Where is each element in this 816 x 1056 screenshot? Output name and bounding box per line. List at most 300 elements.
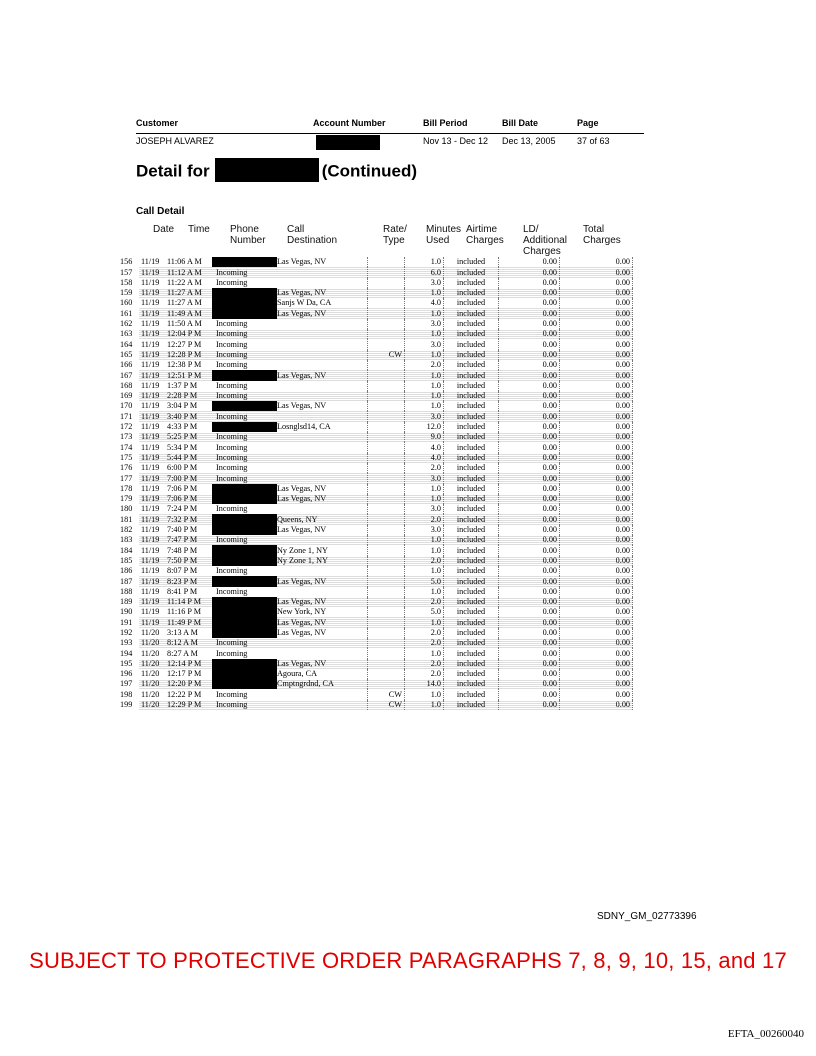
- ld-charges: 0.00: [499, 422, 560, 432]
- ld-charges: 0.00: [499, 350, 560, 360]
- airtime-charges: included: [444, 257, 499, 267]
- phone-number: [214, 401, 275, 411]
- call-time: 12:27 P M: [167, 339, 202, 349]
- table-row: [120, 587, 633, 597]
- row-number: 183: [120, 535, 133, 545]
- minutes-used: 3.0: [405, 473, 444, 483]
- airtime-charges: included: [444, 370, 499, 380]
- protective-order-notice: SUBJECT TO PROTECTIVE ORDER PARAGRAPHS 7, 8, 9, 10, 15, and 17: [29, 948, 787, 973]
- call-date: 11/19: [141, 277, 160, 287]
- row-number: 157: [120, 267, 133, 277]
- minutes-used: 3.0: [405, 278, 444, 288]
- call-date: 11/19: [139, 370, 165, 380]
- ld-charges: 0.00: [499, 278, 560, 288]
- call-time: 11:50 A M: [167, 319, 202, 329]
- minutes-used: 6.0: [405, 267, 444, 277]
- table-row: [120, 432, 633, 442]
- minutes-used: 1.0: [405, 700, 444, 710]
- airtime-charges: included: [444, 628, 499, 638]
- call-destination: Cmptngrdnd, CA: [275, 679, 368, 689]
- call-date: 11/20: [141, 627, 160, 637]
- ld-charges: 0.00: [499, 700, 560, 710]
- call-destination: [275, 329, 368, 339]
- phone-redaction: [212, 494, 277, 504]
- call-date: 11/20: [139, 659, 165, 669]
- row-number: 189: [120, 597, 133, 607]
- table-row: [120, 257, 633, 267]
- call-date: 11/19: [139, 617, 165, 627]
- phone-redaction: [212, 659, 277, 669]
- call-time: 7:06 P M: [167, 483, 198, 493]
- total-charges: 0.00: [560, 504, 633, 514]
- total-charges: 0.00: [560, 298, 633, 308]
- call-date: 11/19: [141, 607, 160, 617]
- ld-charges: 0.00: [499, 545, 560, 555]
- col-time: Time: [188, 224, 210, 235]
- phone-number: Incoming: [216, 504, 248, 514]
- row-number: 187: [120, 576, 133, 586]
- col-airtime: Airtime Charges: [466, 224, 504, 246]
- table-row: [120, 288, 633, 298]
- ld-charges: 0.00: [499, 453, 560, 463]
- total-charges: 0.00: [560, 370, 633, 380]
- call-destination: Las Vegas, NV: [275, 525, 368, 535]
- ld-charges: 0.00: [499, 514, 560, 524]
- call-time: 3:04 P M: [167, 401, 198, 411]
- col-ld: LD/ Additional Charges: [523, 224, 567, 257]
- phone-number: Incoming: [216, 566, 248, 576]
- minutes-used: 2.0: [405, 556, 444, 566]
- phone-number: Incoming: [216, 277, 248, 287]
- total-charges: 0.00: [560, 319, 633, 329]
- rate-type: [368, 556, 405, 566]
- call-destination: Las Vegas, NV: [275, 308, 368, 318]
- airtime-charges: included: [444, 587, 499, 597]
- rate-type: [368, 288, 405, 298]
- call-date: 11/19: [141, 380, 160, 390]
- rate-type: [368, 566, 405, 576]
- row-number: 198: [120, 689, 133, 699]
- minutes-used: 4.0: [405, 453, 444, 463]
- call-date: 11/19: [141, 442, 160, 452]
- rate-type: [368, 669, 405, 679]
- phone-number: Incoming: [214, 638, 275, 648]
- ld-charges: 0.00: [499, 617, 560, 627]
- row-number: 197: [120, 679, 133, 689]
- call-destination: New York, NY: [275, 607, 368, 617]
- phone-number: Incoming: [214, 473, 275, 483]
- call-date: 11/19: [141, 339, 160, 349]
- table-row: [120, 463, 633, 473]
- call-date: 11/19: [141, 483, 160, 493]
- call-destination: [275, 648, 368, 658]
- call-destination: [275, 442, 368, 452]
- phone-redaction: [212, 308, 277, 318]
- total-charges: 0.00: [560, 576, 633, 586]
- rate-type: [368, 628, 405, 638]
- phone-number: Incoming: [216, 339, 248, 349]
- call-time: 8:12 A M: [165, 638, 214, 648]
- row-number: 170: [120, 401, 133, 411]
- call-time: 12:51 P M: [165, 370, 214, 380]
- call-date: 11/19: [139, 267, 165, 277]
- call-date: 11/19: [139, 535, 165, 545]
- minutes-used: 5.0: [405, 607, 444, 617]
- airtime-charges: included: [444, 525, 499, 535]
- row-number: 175: [120, 452, 133, 462]
- call-date: 11/20: [139, 700, 165, 710]
- phone-number: Incoming: [214, 329, 275, 339]
- table-row: [120, 298, 633, 308]
- ld-charges: 0.00: [499, 401, 560, 411]
- total-charges: 0.00: [560, 556, 633, 566]
- table-row: [120, 566, 633, 576]
- row-number: 169: [120, 391, 133, 401]
- call-date: 11/19: [139, 391, 165, 401]
- phone-redaction: [212, 422, 277, 432]
- total-charges: 0.00: [560, 484, 633, 494]
- rate-type: [368, 659, 405, 669]
- section-title: Call Detail: [136, 206, 185, 217]
- call-destination: Las Vegas, NV: [275, 617, 368, 627]
- call-time: 5:34 P M: [167, 442, 198, 452]
- call-destination: [275, 360, 368, 370]
- call-date: 11/19: [141, 586, 160, 596]
- phone-number: Incoming: [216, 442, 248, 452]
- table-row: [120, 607, 633, 617]
- call-date: 11/19: [139, 453, 165, 463]
- row-number: 168: [120, 380, 133, 390]
- call-time: 11:14 P M: [165, 597, 214, 607]
- minutes-used: 1.0: [405, 494, 444, 504]
- rate-type: [368, 504, 405, 514]
- airtime-charges: included: [444, 308, 499, 318]
- row-number: 166: [120, 360, 133, 370]
- airtime-charges: included: [444, 648, 499, 658]
- minutes-used: 3.0: [405, 525, 444, 535]
- total-charges: 0.00: [560, 288, 633, 298]
- minutes-used: 2.0: [405, 638, 444, 648]
- minutes-used: 5.0: [405, 576, 444, 586]
- total-charges: 0.00: [560, 525, 633, 535]
- row-number: 159: [120, 288, 133, 298]
- phone-redaction: [212, 401, 277, 411]
- airtime-charges: included: [444, 494, 499, 504]
- total-charges: 0.00: [560, 442, 633, 452]
- total-charges: 0.00: [560, 473, 633, 483]
- minutes-used: 2.0: [405, 597, 444, 607]
- row-number: 172: [120, 422, 133, 432]
- call-destination: Las Vegas, NV: [275, 257, 368, 267]
- call-date: 11/19: [141, 525, 160, 535]
- table-row: [120, 360, 633, 370]
- row-number: 192: [120, 627, 133, 637]
- page-label: Page: [577, 118, 599, 128]
- call-destination: [275, 700, 368, 710]
- phone-number: Incoming: [216, 689, 248, 699]
- total-charges: 0.00: [560, 329, 633, 339]
- call-time: 7:32 P M: [165, 514, 214, 524]
- call-date: 11/20: [141, 689, 160, 699]
- row-number: 161: [120, 308, 133, 318]
- airtime-charges: included: [444, 391, 499, 401]
- ld-charges: 0.00: [499, 267, 560, 277]
- phone-redaction: [212, 607, 277, 617]
- row-number: 199: [120, 700, 133, 710]
- phone-number: [214, 679, 275, 689]
- call-time: 12:22 P M: [167, 689, 202, 699]
- call-destination: Las Vegas, NV: [275, 659, 368, 669]
- airtime-charges: included: [444, 484, 499, 494]
- table-row: [120, 453, 633, 463]
- rate-type: [368, 308, 405, 318]
- call-time: 7:24 P M: [167, 504, 198, 514]
- phone-redaction: [212, 514, 277, 524]
- total-charges: 0.00: [560, 463, 633, 473]
- rate-type: CW: [368, 689, 405, 699]
- rate-type: CW: [368, 350, 405, 360]
- ld-charges: 0.00: [499, 473, 560, 483]
- airtime-charges: included: [444, 442, 499, 452]
- detail-title-prefix: Detail for: [136, 161, 210, 181]
- airtime-charges: included: [444, 422, 499, 432]
- call-date: 11/19: [139, 350, 165, 360]
- rate-type: [368, 525, 405, 535]
- call-destination: Las Vegas, NV: [275, 576, 368, 586]
- call-time: 11:22 A M: [167, 277, 202, 287]
- table-row: [120, 556, 633, 566]
- call-date: 11/19: [141, 545, 160, 555]
- ld-charges: 0.00: [499, 319, 560, 329]
- ld-charges: 0.00: [499, 257, 560, 267]
- bill-period-value: Nov 13 - Dec 12: [423, 136, 489, 146]
- ld-charges: 0.00: [499, 689, 560, 699]
- call-date: 11/19: [139, 473, 165, 483]
- ld-charges: 0.00: [499, 370, 560, 380]
- row-number: 180: [120, 504, 133, 514]
- call-date: 11/19: [139, 576, 165, 586]
- page-value: 37 of 63: [577, 136, 610, 146]
- call-detail-table: [120, 257, 633, 710]
- total-charges: 0.00: [560, 648, 633, 658]
- account-header: [136, 118, 644, 150]
- airtime-charges: included: [444, 463, 499, 473]
- minutes-used: 1.0: [405, 288, 444, 298]
- col-minutes: Minutes Used: [426, 224, 462, 246]
- call-destination: [275, 350, 368, 360]
- rate-type: [368, 278, 405, 288]
- ld-charges: 0.00: [499, 679, 560, 689]
- minutes-used: 3.0: [405, 319, 444, 329]
- call-date: 11/19: [139, 288, 165, 298]
- bill-period-label: Bill Period: [423, 118, 468, 128]
- row-number: 179: [120, 494, 133, 504]
- phone-number: Incoming: [214, 432, 275, 442]
- table-row: [120, 370, 633, 380]
- total-charges: 0.00: [560, 700, 633, 710]
- phone-redaction: [212, 257, 277, 267]
- call-date: 11/19: [139, 494, 165, 504]
- ld-charges: 0.00: [499, 288, 560, 298]
- ld-charges: 0.00: [499, 308, 560, 318]
- minutes-used: 2.0: [405, 360, 444, 370]
- total-charges: 0.00: [560, 659, 633, 669]
- total-charges: 0.00: [560, 638, 633, 648]
- rate-type: [368, 422, 405, 432]
- account-number-label: Account Number: [313, 118, 386, 128]
- total-charges: 0.00: [560, 360, 633, 370]
- phone-number: [214, 607, 275, 617]
- rate-type: [368, 535, 405, 545]
- call-time: 12:14 P M: [165, 659, 214, 669]
- row-number: 193: [120, 638, 133, 648]
- minutes-used: 2.0: [405, 514, 444, 524]
- airtime-charges: included: [444, 350, 499, 360]
- minutes-used: 1.0: [405, 545, 444, 555]
- call-time: 8:07 P M: [167, 566, 198, 576]
- minutes-used: 2.0: [405, 628, 444, 638]
- ld-charges: 0.00: [499, 607, 560, 617]
- row-number: 171: [120, 411, 133, 421]
- rate-type: CW: [368, 700, 405, 710]
- table-row: [120, 411, 633, 421]
- call-time: 8:41 P M: [167, 586, 198, 596]
- rate-type: [368, 360, 405, 370]
- table-row: [120, 401, 633, 411]
- table-row: [120, 484, 633, 494]
- row-number: 176: [120, 463, 133, 473]
- call-time: 12:29 P M: [165, 700, 214, 710]
- call-destination: Las Vegas, NV: [275, 288, 368, 298]
- call-destination: Sanjs W Da, CA: [275, 298, 368, 308]
- table-row: [120, 689, 633, 699]
- row-number: 162: [120, 319, 133, 329]
- ld-charges: 0.00: [499, 504, 560, 514]
- call-destination: [275, 411, 368, 421]
- phone-number: [214, 669, 275, 679]
- rate-type: [368, 391, 405, 401]
- ld-charges: 0.00: [499, 360, 560, 370]
- ld-charges: 0.00: [499, 535, 560, 545]
- call-time: 2:28 P M: [165, 391, 214, 401]
- airtime-charges: included: [444, 617, 499, 627]
- table-row: [120, 494, 633, 504]
- rate-type: [368, 257, 405, 267]
- total-charges: 0.00: [560, 679, 633, 689]
- minutes-used: 9.0: [405, 432, 444, 442]
- call-destination: Agoura, CA: [275, 669, 368, 679]
- ld-charges: 0.00: [499, 576, 560, 586]
- row-number: 191: [120, 617, 133, 627]
- phone-number: Incoming: [214, 350, 275, 360]
- phone-number: Incoming: [214, 267, 275, 277]
- phone-redaction: [212, 576, 277, 586]
- call-time: 7:47 P M: [165, 535, 214, 545]
- call-time: 11:49 A M: [165, 308, 214, 318]
- call-time: 4:33 P M: [167, 422, 198, 432]
- phone-number: Incoming: [216, 319, 248, 329]
- total-charges: 0.00: [560, 494, 633, 504]
- row-number: 181: [120, 514, 133, 524]
- airtime-charges: included: [444, 556, 499, 566]
- minutes-used: 1.0: [405, 391, 444, 401]
- call-date: 11/19: [141, 463, 160, 473]
- rate-type: [368, 329, 405, 339]
- minutes-used: 4.0: [405, 442, 444, 452]
- table-row: [120, 648, 633, 658]
- phone-redaction: [212, 669, 277, 679]
- call-time: 3:40 P M: [165, 411, 214, 421]
- rate-type: [368, 607, 405, 617]
- airtime-charges: included: [444, 432, 499, 442]
- phone-number: [214, 298, 275, 308]
- rate-type: [368, 473, 405, 483]
- table-row: [120, 422, 633, 432]
- total-charges: 0.00: [560, 514, 633, 524]
- table-row: [120, 473, 633, 483]
- call-date: 11/19: [141, 422, 160, 432]
- rate-type: [368, 381, 405, 391]
- airtime-charges: included: [444, 669, 499, 679]
- row-number: 196: [120, 669, 133, 679]
- phone-number: [214, 514, 275, 524]
- call-date: 11/20: [141, 669, 160, 679]
- col-destination: Call Destination: [287, 224, 338, 246]
- ld-charges: 0.00: [499, 659, 560, 669]
- table-row: [120, 638, 633, 648]
- phone-number: Incoming: [216, 648, 248, 658]
- call-date: 11/19: [139, 411, 165, 421]
- table-row: [120, 576, 633, 586]
- call-destination: Las Vegas, NV: [275, 494, 368, 504]
- airtime-charges: included: [444, 700, 499, 710]
- rate-type: [368, 545, 405, 555]
- airtime-charges: included: [444, 401, 499, 411]
- minutes-used: 1.0: [405, 566, 444, 576]
- minutes-used: 1.0: [405, 350, 444, 360]
- airtime-charges: included: [444, 329, 499, 339]
- phone-number: [214, 494, 275, 504]
- phone-number: [214, 545, 275, 555]
- call-time: 8:23 P M: [165, 576, 214, 586]
- phone-number: Incoming: [214, 453, 275, 463]
- rate-type: [368, 442, 405, 452]
- ld-charges: 0.00: [499, 381, 560, 391]
- airtime-charges: included: [444, 504, 499, 514]
- phone-number: [214, 525, 275, 535]
- call-time: 12:17 P M: [167, 669, 202, 679]
- phone-number: [214, 659, 275, 669]
- call-time: 8:27 A M: [167, 648, 198, 658]
- call-time: 1:37 P M: [167, 380, 198, 390]
- phone-number: [214, 257, 275, 267]
- call-destination: [275, 339, 368, 349]
- rate-type: [368, 432, 405, 442]
- table-row: [120, 700, 633, 710]
- rate-type: [368, 411, 405, 421]
- call-destination: [275, 432, 368, 442]
- airtime-charges: included: [444, 453, 499, 463]
- rate-type: [368, 638, 405, 648]
- ld-charges: 0.00: [499, 442, 560, 452]
- call-destination: [275, 587, 368, 597]
- minutes-used: 3.0: [405, 411, 444, 421]
- call-destination: [275, 689, 368, 699]
- header-values: [136, 136, 644, 150]
- rate-type: [368, 484, 405, 494]
- row-number: 165: [120, 349, 133, 359]
- total-charges: 0.00: [560, 267, 633, 277]
